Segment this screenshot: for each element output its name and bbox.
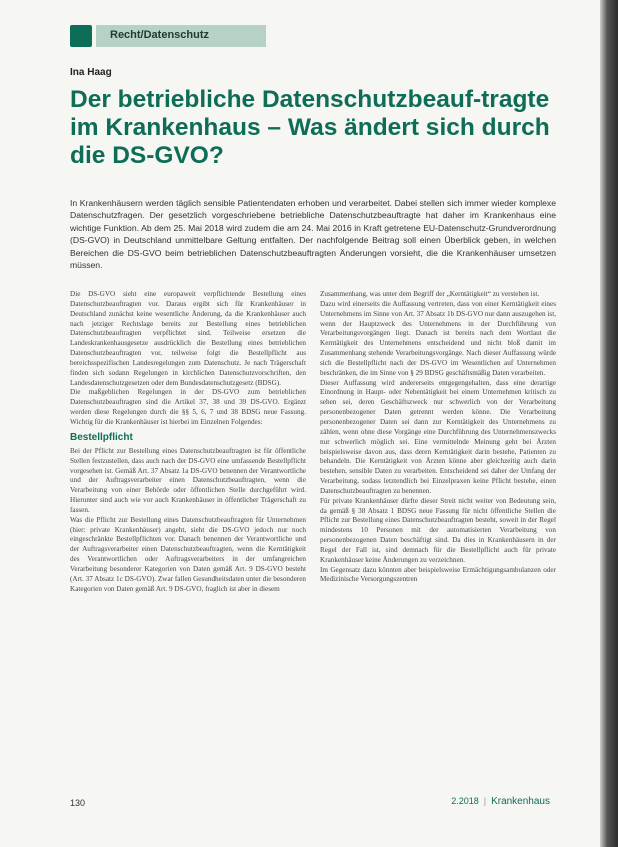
article-title: Der betriebliche Datenschutzbeauf-tragte im Krankenhaus – Was ändert sich durch die DS-GVO? [70, 86, 550, 169]
left-paragraph-4: Was die Pflicht zur Bestellung eines Datenschutzbeauftragten für Unternehmen (hier: private Krankenhäuser) angeht, sieht die DS-GVO jedoch nur noch eingeschränkte Bestellpflichten vor. Danach benennen der Verantwortliche und der Auftragsverarbeiter einen Datenschutzbeauftragten, wenn die Kerntätigkeit des Verantwortlichen oder Auftragsverarbeiters in der umfangreichen Verarbeitung besonderer Kategorien von Daten gemäß Art. 9 DS-GVO besteht (Art. 37 Absatz 1c DS-GVO). Zwar fallen Gesundheitsdaten unter die besonderen Kategorien von Daten gemäß Art. 9 DS-GVO, fraglich ist aber in diesem [70, 515, 306, 593]
issue-number: 2.2018 [451, 796, 479, 806]
footer-issue-info [451, 796, 550, 807]
right-paragraph-2: Dazu wird einerseits die Auffassung vertreten, dass von einer Kerntätigkeit eines Unternehmens im Sinne von Art. 37 Absatz 1b DS-GVO nur dann auszugehen ist, wenn der Hauptzweck des Unternehmens in der Durchführung von Verarbeitungsvorgängen liegt. Danach ist bereits nach dem Wortlaut die Kerntätigkeit des Unternehmens entscheidend und nicht bloß damit im Zusammenhang stehende Verarbeitungsvorgänge. Nach dieser Auffassung würde sich die Bestellpflicht nach der DS-GVO im Wesentlichen auf Unternehmen beschränken, die im Sinne von § 29 BDSG geschäftsmäßig Daten verarbeiten. [320, 299, 556, 377]
magazine-name: Krankenhaus [491, 796, 550, 807]
right-column [320, 290, 556, 585]
subheading-bestellpflicht: Bestellpflicht [70, 431, 133, 443]
left-column [70, 290, 306, 594]
left-paragraph-1: Die DS-GVO sieht eine europaweit verpflichtende Bestellung eines Datenschutzbeauftragten vor. Daraus ergibt sich für Krankenhäuser in Deutschland zunächst keine wesentliche Änderung, da die Krankenhäuser auch nach jetziger Rechtslage bereits zur Bestellung eines betrieblichen Datenschutzbeauftragten verpflichtet sind. Teilweise ersetzen die Landeskrankenhausgesetze ausdrücklich die Bestellung eines betrieblichen Datenschutzbeauftragten vor, teilweise folgt die Bestellpflicht aus bereichsspezifischen Landesregelungen zum Datenschutz. Je nach Trägerschaft finden sich sodann Regelungen in kirchlichen Datenschutzvorschriften, den Landesdatenschutzgesetzen oder dem Bundesdatenschutzgesetz (BDSG). [70, 290, 306, 387]
right-paragraph-3: Dieser Auffassung wird andererseits entgegengehalten, dass eine derartige Einordnung in Haupt- oder Nebentätigkeit bei einem Unternehmen kritisch zu sehen sei, deren Geschäftszweck nur schwerlich von der Verarbeitung personenbezogener Daten getrennt werden könne. Die Verarbeitung personenbezogener Daten sei dann zur Kerntätigkeit des Unternehmens zu zählen, wenn ohne diese Vorgänge eine Durchführung des Unternehmenszwecks nur schwerlich möglich sei. Eine vermittelnde Meinung geht bei Ärzten beispielsweise davon aus, dass deren Kerntätigkeit darin bestehe, Patienten zu behandeln. Die Kerntätigkeit von Ärzten könne aber gleichzeitig auch darin bestehen, sensible Daten zu verarbeiten. Entscheidend sei daher der Umfang der Verarbeitung, sodass letztendlich bei Einzelpraxen keine Pflicht bestehe, einen Datenschutzbeauftragten zu benennen. [320, 378, 556, 495]
author-name: Ina Haag [70, 67, 112, 78]
section-marker-square [70, 25, 92, 47]
right-paragraph-1: Zusammenhang, was unter dem Begriff der „Kerntätigkeit“ zu verstehen ist. [320, 290, 540, 298]
left-paragraph-2: Die maßgeblichen Regelungen in der DS-GVO zum betrieblichen Datenschutzbeauftragten sind die Artikel 37, 38 und 39 DS-GVO. Ergänzt werden diese Regelungen durch die §§ 5, 6, 7 und 38 BDSG neue Fassung. Wichtig für die Krankenhäuser ist hierbei im Einzelnen Folgendes: [70, 388, 306, 426]
page-edge-shadow [600, 0, 618, 847]
right-paragraph-4: Für private Krankenhäuser dürfte dieser Streit nicht weiter von Bedeutung sein, da gemäß § 38 Absatz 1 BDSG neue Fassung für nicht öffentliche Stellen die Pflicht zur Bestellung eines Datenschutzbeauftragten besteht, soweit in der Regel mindestens 10 Personen mit der automatisierten Verarbeitung von personenbezogenen Daten beschäftigt sind. Da dies in Krankenhäusern in der Regel der Fall ist, sind demnach für die Bestellpflicht auch für private Krankenhäuser keine Änderungen zu verzeichnen. [320, 496, 556, 564]
right-paragraph-5: Im Gegensatz dazu könnten aber beispielsweise Ermächtigungsambulanzen oder Medizinische Versorgungszentren [320, 565, 556, 584]
page-number: 130 [70, 798, 86, 808]
section-tag: Recht/Datenschutz [110, 29, 210, 41]
footer-separator: | [483, 796, 487, 806]
article-lead: In Krankenhäusern werden täglich sensible Patientendaten erhoben und verarbeitet. Dabei stellen sich immer wieder komplexe Datenschutzfragen. Der gesetzlich vorgeschriebene betriebliche Datenschutzbeauftragte hat daher im Krankenhaus eine wichtige Funktion. Ab dem 25. Mai 2018 wird zudem die am 24. Mai 2016 in Kraft getretene EU-Datenschutz-Grundverordnung (DS-GVO) in Deutschland unmittelbare Geltung entfalten. Der nachfolgende Beitrag soll einen Überblick geben, in welchen Bereichen die DS-GVO beim betrieblichen Datenschutzbeauftragten Änderungen vorsieht, die die Krankenhäuser umsetzen müssen. [70, 198, 556, 271]
left-paragraph-3: Bei der Pflicht zur Bestellung eines Datenschutzbeauftragten ist für öffentliche Stellen festzustellen, dass auch nach der DS-GVO eine umfassende Bestellpflicht vorgesehen ist. Gemäß Art. 37 Absatz 1a DS-GVO benennen der Verantwortliche und der Auftragsverarbeiter einen Datenschutzbeauftragten, wenn die Verarbeitung von einer Behörde oder öffentlichen Stelle durchgeführt wird. Hierunter sind auch wie vor auch Krankenhäuser in öffentlicher Trägerschaft zu fassen. [70, 446, 306, 514]
